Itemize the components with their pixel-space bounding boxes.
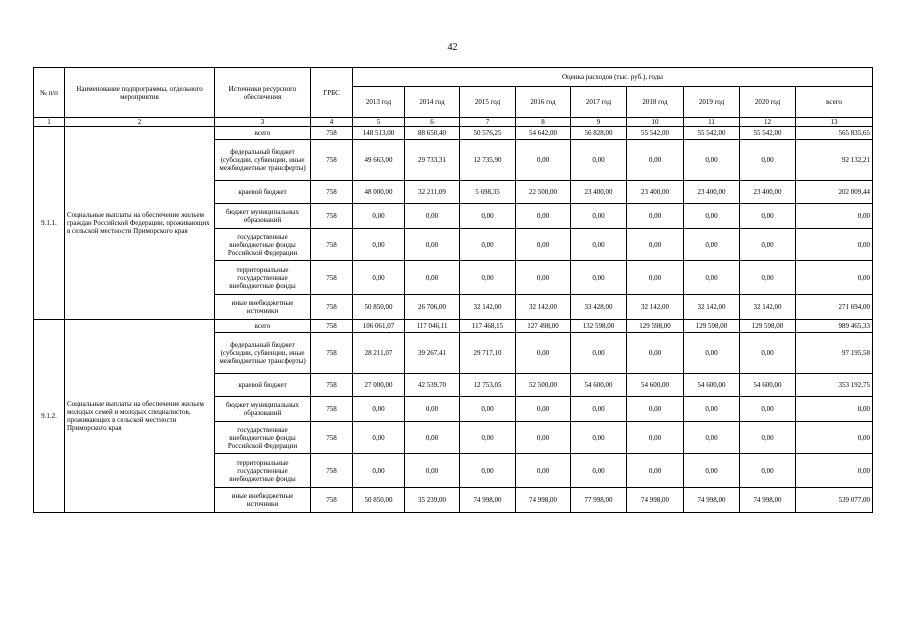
grbs-code: 758 [311, 488, 353, 513]
grbs-code: 758 [311, 229, 353, 261]
year-value: 0,00 [571, 229, 627, 261]
year-value: 0,00 [516, 229, 571, 261]
year-value: 0,00 [516, 204, 571, 229]
year-value: 0,00 [740, 140, 796, 181]
year-value: 39 267,41 [405, 333, 460, 374]
year-value: 0,00 [516, 454, 571, 488]
year-value: 148 513,00 [353, 127, 405, 140]
year-value: 55 542,00 [740, 127, 796, 140]
budget-table [33, 67, 873, 513]
funding-source: федеральный бюджет (субсидии, субвенции, иные межбюджетные трансферты) [215, 140, 311, 181]
year-value: 35 239,00 [405, 488, 460, 513]
year-value: 0,00 [684, 454, 740, 488]
year-value: 0,00 [353, 261, 405, 295]
year-value: 0,00 [516, 261, 571, 295]
header-year: 2015 год [460, 87, 516, 118]
year-value: 54 642,00 [516, 127, 571, 140]
row-code: 9.1.2. [34, 320, 65, 513]
table-row [34, 127, 873, 140]
year-value: 0,00 [571, 454, 627, 488]
year-value: 0,00 [460, 204, 516, 229]
header-source: Источники ресурсного обеспечения [215, 68, 311, 118]
grbs-code: 758 [311, 140, 353, 181]
grbs-code: 758 [311, 374, 353, 397]
year-value: 54 600,00 [627, 374, 684, 397]
year-value: 0,00 [627, 397, 684, 422]
year-value: 0,00 [460, 261, 516, 295]
row-code: 9.1.1. [34, 127, 65, 320]
year-value: 0,00 [740, 333, 796, 374]
funding-source: всего [215, 320, 311, 333]
year-value: 0,00 [627, 229, 684, 261]
year-value: 0,00 [353, 454, 405, 488]
year-value: 74 998,00 [516, 488, 571, 513]
year-value: 117 468,15 [460, 320, 516, 333]
year-value: 55 542,00 [684, 127, 740, 140]
funding-source: федеральный бюджет (субсидии, субвенции, иные межбюджетные трансферты) [215, 333, 311, 374]
activity-name: Социальные выплаты на обеспечение жильем молодых семей и молодых специалистов, проживающих в сельской местности Приморского края [65, 320, 215, 513]
year-value: 50 850,00 [353, 488, 405, 513]
year-value: 77 998,00 [571, 488, 627, 513]
column-number: 7 [460, 118, 516, 127]
year-value: 5 698,35 [460, 181, 516, 204]
year-value: 74 998,00 [684, 488, 740, 513]
year-value: 0,00 [460, 454, 516, 488]
year-value: 132 598,00 [571, 320, 627, 333]
year-value: 0,00 [684, 422, 740, 454]
funding-source: территориальные государственные внебюджетные фонды [215, 261, 311, 295]
year-value: 29 733,31 [405, 140, 460, 181]
year-value: 0,00 [627, 422, 684, 454]
year-value: 74 998,00 [460, 488, 516, 513]
funding-source: государственные внебюджетные фонды Российской Федерации [215, 229, 311, 261]
grbs-code: 758 [311, 454, 353, 488]
page-number: 42 [447, 42, 458, 53]
header-year: 2016 год [516, 87, 571, 118]
grbs-code: 758 [311, 422, 353, 454]
year-value: 28 211,07 [353, 333, 405, 374]
year-value: 23 400,00 [684, 181, 740, 204]
year-value: 0,00 [405, 422, 460, 454]
year-value: 54 600,00 [571, 374, 627, 397]
header-year: 2014 год [405, 87, 460, 118]
total-value: 0,00 [796, 454, 873, 488]
column-number: 8 [516, 118, 571, 127]
column-number: 1 [34, 118, 65, 127]
grbs-code: 758 [311, 261, 353, 295]
header-name: Наименование подпрограммы, отдельного мероприятия [65, 68, 215, 118]
year-value: 0,00 [405, 454, 460, 488]
header-estimate: Оценка расходов (тыс. руб.), годы [353, 68, 873, 87]
table-row [34, 320, 873, 333]
total-value: 0,00 [796, 229, 873, 261]
header-year: 2017 год [571, 87, 627, 118]
header-grbs: ГРБС [311, 68, 353, 118]
year-value: 0,00 [740, 422, 796, 454]
column-number: 4 [311, 118, 353, 127]
total-value: 92 132,21 [796, 140, 873, 181]
year-value: 32 142,00 [627, 295, 684, 320]
year-value: 0,00 [353, 204, 405, 229]
year-value: 129 598,00 [684, 320, 740, 333]
year-value: 56 828,00 [571, 127, 627, 140]
year-value: 33 428,00 [571, 295, 627, 320]
year-value: 0,00 [353, 397, 405, 422]
year-value: 0,00 [571, 140, 627, 181]
total-value: 565 835,65 [796, 127, 873, 140]
year-value: 50 850,00 [353, 295, 405, 320]
year-value: 27 000,00 [353, 374, 405, 397]
year-value: 0,00 [740, 204, 796, 229]
year-value: 12 735,90 [460, 140, 516, 181]
grbs-code: 758 [311, 295, 353, 320]
year-value: 0,00 [571, 422, 627, 454]
year-value: 0,00 [684, 397, 740, 422]
year-value: 54 600,00 [740, 374, 796, 397]
year-value: 55 542,00 [627, 127, 684, 140]
year-value: 0,00 [627, 454, 684, 488]
year-value: 0,00 [516, 140, 571, 181]
year-value: 127 498,00 [516, 320, 571, 333]
total-value: 539 077,00 [796, 488, 873, 513]
year-value: 29 717,10 [460, 333, 516, 374]
year-value: 0,00 [740, 397, 796, 422]
grbs-code: 758 [311, 204, 353, 229]
year-value: 32 211,09 [405, 181, 460, 204]
funding-source: территориальные государственные внебюджетные фонды [215, 454, 311, 488]
year-value: 0,00 [684, 204, 740, 229]
total-value: 0,00 [796, 261, 873, 295]
header-number: № п/п [34, 68, 65, 118]
year-value: 49 663,00 [353, 140, 405, 181]
grbs-code: 758 [311, 127, 353, 140]
total-value: 271 694,00 [796, 295, 873, 320]
year-value: 0,00 [684, 140, 740, 181]
year-value: 0,00 [571, 333, 627, 374]
year-value: 23 400,00 [571, 181, 627, 204]
year-value: 0,00 [571, 397, 627, 422]
header-year: 2019 год [684, 87, 740, 118]
year-value: 74 998,00 [740, 488, 796, 513]
year-value: 0,00 [627, 333, 684, 374]
year-value: 0,00 [684, 261, 740, 295]
year-value: 117 046,11 [405, 320, 460, 333]
year-value: 50 576,25 [460, 127, 516, 140]
total-value: 0,00 [796, 204, 873, 229]
year-value: 26 706,00 [405, 295, 460, 320]
year-value: 42 539,70 [405, 374, 460, 397]
year-value: 32 142,00 [684, 295, 740, 320]
year-value: 0,00 [684, 333, 740, 374]
year-value: 0,00 [571, 261, 627, 295]
total-value: 202 009,44 [796, 181, 873, 204]
year-value: 0,00 [516, 422, 571, 454]
year-value: 106 061,07 [353, 320, 405, 333]
funding-source: иные внебюджетные источники [215, 295, 311, 320]
column-number: 2 [65, 118, 215, 127]
year-value: 0,00 [740, 229, 796, 261]
year-value: 0,00 [571, 204, 627, 229]
activity-name: Социальные выплаты на обеспечение жильем граждан Российской Федерации, проживающих в сельской местности Приморского края [65, 127, 215, 320]
year-value: 22 500,00 [516, 181, 571, 204]
grbs-code: 758 [311, 397, 353, 422]
column-number: 6 [405, 118, 460, 127]
year-value: 0,00 [405, 229, 460, 261]
funding-source: иные внебюджетные источники [215, 488, 311, 513]
funding-source: бюджет муниципальных образований [215, 397, 311, 422]
funding-source: бюджет муниципальных образований [215, 204, 311, 229]
grbs-code: 758 [311, 320, 353, 333]
year-value: 0,00 [740, 261, 796, 295]
total-value: 97 195,58 [796, 333, 873, 374]
funding-source: государственные внебюджетные фонды Российской Федерации [215, 422, 311, 454]
year-value: 0,00 [460, 422, 516, 454]
year-value: 0,00 [405, 261, 460, 295]
year-value: 23 400,00 [627, 181, 684, 204]
column-number: 5 [353, 118, 405, 127]
year-value: 0,00 [627, 261, 684, 295]
year-value: 0,00 [740, 454, 796, 488]
year-value: 0,00 [353, 422, 405, 454]
year-value: 0,00 [353, 229, 405, 261]
grbs-code: 758 [311, 333, 353, 374]
year-value: 48 000,00 [353, 181, 405, 204]
year-value: 129 598,00 [740, 320, 796, 333]
year-value: 0,00 [627, 204, 684, 229]
total-value: 0,00 [796, 422, 873, 454]
year-value: 52 500,00 [516, 374, 571, 397]
header-year: 2018 год [627, 87, 684, 118]
total-value: 989 465,33 [796, 320, 873, 333]
total-value: 353 192,75 [796, 374, 873, 397]
year-value: 0,00 [516, 397, 571, 422]
column-number: 9 [571, 118, 627, 127]
column-number: 10 [627, 118, 684, 127]
year-value: 0,00 [460, 229, 516, 261]
year-value: 32 142,00 [740, 295, 796, 320]
year-value: 129 598,00 [627, 320, 684, 333]
year-value: 54 600,00 [684, 374, 740, 397]
header-year: 2020 год [740, 87, 796, 118]
column-number: 11 [684, 118, 740, 127]
column-number: 13 [796, 118, 873, 127]
year-value: 88 650,40 [405, 127, 460, 140]
header-year: всего [796, 87, 873, 118]
year-value: 0,00 [405, 397, 460, 422]
year-value: 32 142,00 [516, 295, 571, 320]
funding-source: краевой бюджет [215, 181, 311, 204]
year-value: 23 400,00 [740, 181, 796, 204]
header-year: 2013 год [353, 87, 405, 118]
year-value: 0,00 [684, 229, 740, 261]
funding-source: краевой бюджет [215, 374, 311, 397]
total-value: 0,00 [796, 397, 873, 422]
year-value: 0,00 [516, 333, 571, 374]
year-value: 12 753,05 [460, 374, 516, 397]
funding-source: всего [215, 127, 311, 140]
year-value: 32 142,00 [460, 295, 516, 320]
grbs-code: 758 [311, 181, 353, 204]
year-value: 0,00 [460, 397, 516, 422]
year-value: 0,00 [627, 140, 684, 181]
column-number: 12 [740, 118, 796, 127]
year-value: 0,00 [405, 204, 460, 229]
year-value: 74 998,00 [627, 488, 684, 513]
column-number: 3 [215, 118, 311, 127]
